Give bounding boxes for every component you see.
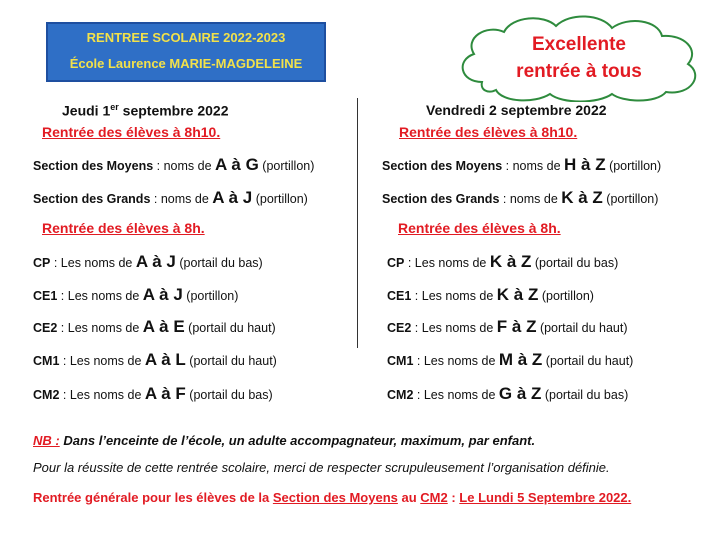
final-part-e: : — [447, 490, 460, 505]
banner-school-name: École Laurence MARIE-MAGDELEINE — [69, 56, 303, 71]
row-label: CE2 — [387, 321, 412, 335]
right-row-cm2 — [387, 384, 628, 404]
cloud-line-1: Excellente — [532, 34, 626, 55]
right-row-cp — [387, 252, 618, 272]
row-label: CM2 — [33, 388, 60, 402]
row-range: A à G — [215, 155, 259, 174]
row-place: (portail du bas) — [531, 256, 619, 270]
right-row-grands — [382, 188, 658, 208]
row-label: CM1 — [33, 354, 60, 368]
final-part-d: CM2 — [420, 490, 448, 505]
row-label: CE2 — [33, 321, 58, 335]
row-range: A à J — [212, 188, 253, 207]
row-sep: : noms de — [499, 192, 562, 206]
instructions-line: Pour la réussite de cette rentrée scolaire, merci de respecter scrupuleusement l’organisation définie. — [33, 460, 610, 475]
school-banner — [46, 22, 326, 82]
row-place: (portillon) — [252, 192, 308, 206]
row-sep: : noms de — [153, 159, 216, 173]
row-label: CM2 — [387, 388, 414, 402]
row-sep: : Les noms de — [57, 321, 143, 335]
banner-title: RENTREE SCOLAIRE 2022-2023 — [86, 30, 286, 45]
row-place: (portillon) — [605, 159, 662, 173]
row-place: (portail du bas) — [541, 388, 629, 402]
row-label: CP — [387, 256, 405, 270]
row-range: M à Z — [498, 350, 543, 369]
left-day-sup: er — [110, 102, 119, 112]
row-range: G à Z — [498, 384, 542, 403]
row-range: K à Z — [496, 285, 539, 304]
row-place: (portail du haut) — [184, 321, 276, 335]
right-row-cm1 — [387, 350, 633, 370]
row-sep: : Les noms de — [413, 388, 499, 402]
left-row-moyens — [33, 155, 314, 175]
row-range: A à E — [142, 317, 185, 336]
row-range: A à L — [144, 350, 186, 369]
final-part-f: Le Lundi 5 Septembre 2022. — [459, 490, 632, 505]
row-range: K à Z — [489, 252, 532, 271]
row-sep: : Les noms de — [411, 321, 497, 335]
row-sep: : noms de — [150, 192, 213, 206]
left-day-title — [62, 102, 229, 119]
right-row-moyens — [382, 155, 661, 175]
row-sep: : Les noms de — [411, 289, 497, 303]
row-place: (portail du bas) — [185, 388, 273, 402]
row-label: CM1 — [387, 354, 414, 368]
row-place: (portillon) — [538, 289, 594, 303]
final-part-c: au — [397, 490, 421, 505]
row-range: H à Z — [564, 155, 606, 174]
right-day-title: Vendredi 2 septembre 2022 — [426, 102, 607, 118]
nb-note — [33, 433, 535, 448]
left-heading-8h10: Rentrée des élèves à 8h10. — [42, 124, 221, 140]
row-range: A à J — [135, 252, 176, 271]
row-place: (portillon) — [602, 192, 659, 206]
row-place: (portail du bas) — [175, 256, 263, 270]
row-range: A à F — [144, 384, 186, 403]
row-range: F à Z — [496, 317, 537, 336]
left-day-rest: septembre 2022 — [118, 102, 229, 119]
row-place: (portail du haut) — [185, 354, 277, 368]
row-place: (portail du haut) — [536, 321, 628, 335]
final-part-b: Section des Moyens — [272, 490, 398, 505]
column-divider — [357, 98, 358, 348]
left-heading-8h: Rentrée des élèves à 8h. — [42, 220, 205, 236]
row-label: CE1 — [387, 289, 412, 303]
right-row-ce2 — [387, 317, 628, 337]
row-sep: : Les noms de — [50, 256, 136, 270]
row-place: (portillon) — [258, 159, 315, 173]
left-day-main: Jeudi 1 — [62, 102, 111, 119]
row-label: Section des Moyens — [33, 159, 154, 173]
row-sep: : Les noms de — [413, 354, 499, 368]
left-row-ce1 — [33, 285, 238, 305]
nb-text: Dans l’enceinte de l’école, un adulte accompagnateur, maximum, par enfant — [59, 433, 532, 448]
row-place: (portail du haut) — [542, 354, 634, 368]
left-row-cp — [33, 252, 263, 272]
row-range: A à J — [142, 285, 183, 304]
row-sep: : Les noms de — [59, 388, 145, 402]
row-sep: : Les noms de — [404, 256, 490, 270]
left-row-cm2 — [33, 384, 273, 404]
row-sep: : noms de — [502, 159, 565, 173]
welcome-cloud — [452, 12, 706, 102]
row-place: (portillon) — [182, 289, 239, 303]
row-label: CE1 — [33, 289, 58, 303]
nb-label: NB : — [33, 433, 60, 448]
row-label: Section des Grands — [33, 192, 151, 206]
left-row-grands — [33, 188, 308, 208]
row-sep: : Les noms de — [59, 354, 145, 368]
left-row-cm1 — [33, 350, 277, 370]
row-label: Section des Moyens — [382, 159, 503, 173]
cloud-shape — [452, 12, 706, 102]
row-label: Section des Grands — [382, 192, 500, 206]
right-row-ce1 — [387, 285, 594, 305]
general-return-line — [33, 490, 631, 505]
nb-end: . — [531, 433, 536, 448]
right-heading-8h: Rentrée des élèves à 8h. — [398, 220, 561, 236]
final-part-a: Rentrée générale pour les élèves de la — [33, 490, 273, 505]
right-heading-8h10: Rentrée des élèves à 8h10. — [399, 124, 578, 140]
cloud-line-2: rentrée à tous — [516, 61, 642, 82]
left-row-ce2 — [33, 317, 276, 337]
row-range: K à Z — [561, 188, 603, 207]
row-sep: : Les noms de — [57, 289, 143, 303]
row-label: CP — [33, 256, 51, 270]
